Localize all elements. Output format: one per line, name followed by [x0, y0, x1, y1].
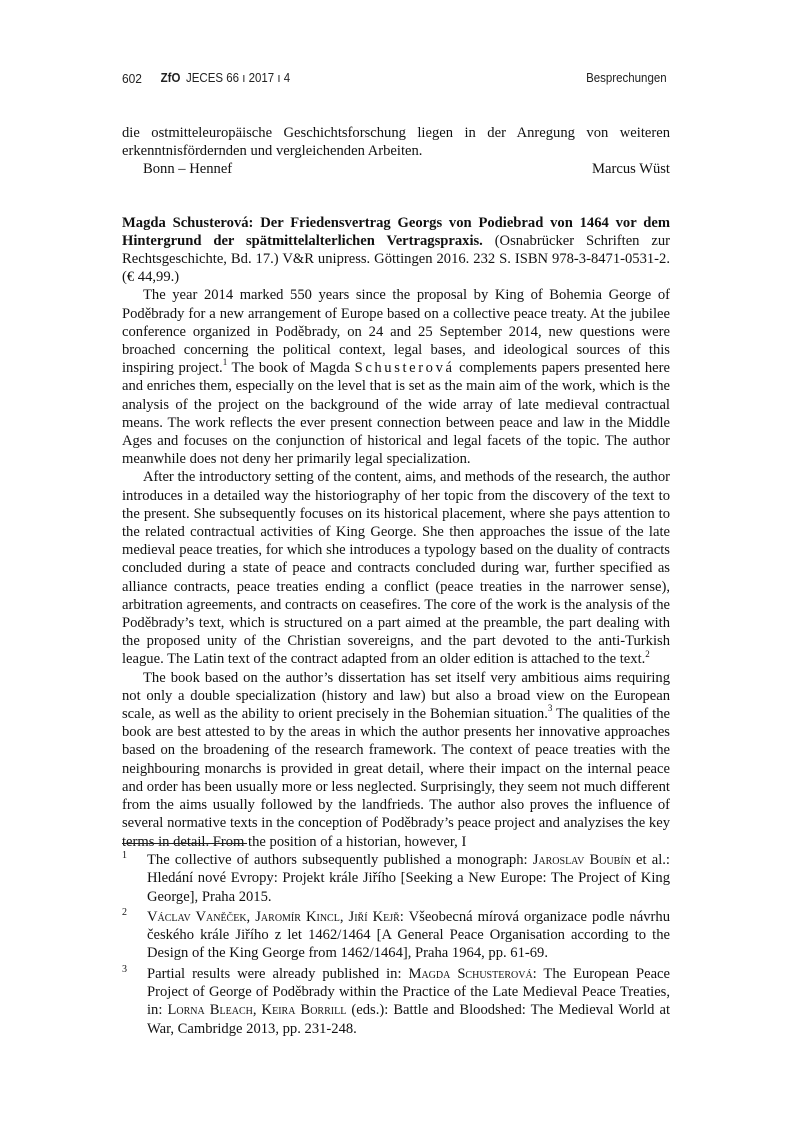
main-text [122, 124, 670, 851]
prev-review-closing: die ostmitteleuropäische Geschichtsforschung liegen in der Anregung von weiteren erkenntnisfördernden und vergleichenden Arbeiten. [122, 125, 670, 160]
footnote-3: 3 Partial results were already published in: Magda Schusterová: The European Peace Project of George of Poděbrady within the Practice of the Late Medieval Peace Treaties, in: Lorna Bleach, Keira Borrill (eds.): Battle and Bloodshed: The Medieval World at War, Cambridge 2013, pp. 231-248. [122, 965, 670, 1038]
signature-author: Marcus Wüst [592, 161, 670, 178]
review-bibliographic-details: (Osnabrücker Schriften zur Rechtsgeschichte, Bd. 17.) V&R unipress. Göttingen 2016. 232 S. ISBN 978-3-8471-0531-2. (€ 44,99.) [122, 232, 670, 286]
footnote-2: 2 Václav Vaněček, Jaromír Kincl, Jiří Kejř: Všeobecná mírová organizace podle návrhu českého krále Jiřího z let 1462/1464 [A General Peace Organisation according to the Design of the King George from 1462/1464], Praha 1964, pp. 61-69. [122, 908, 670, 963]
footnote-ref-1: 1 [222, 357, 228, 368]
signature-place: Bonn – Hennef [143, 161, 233, 178]
footnote-ref-3: 3 [547, 703, 553, 714]
review-paragraph-1: The year 2014 marked 550 years since the proposal by King of Bohemia George of Poděbrady for a new arrangement of Europe based on a collective peace treaty. At the jubilee conference organized in Poděbrady, on 24 and 25 September 2014, new questions were broached concerning the political context, legal bases, and ideological sources of this inspiring project.$^1$ The book of Magda Schusterová complements papers presented here and enriches them, especially on the level that is set as the main aim of the work, which is the analysis of the project on the background of the wide array of late medieval contractual means. The work reflects the ever present connection between peace and law in the Middle Ages and focuses on the conjunction of historical and legal facets of the topic. The author meanwhile does not deny her primarily legal specialization. [122, 287, 670, 468]
review-paragraph-2: After the introductory setting of the content, aims, and methods of the research, the author introduces in a detailed way the historiography of her topic from the discovery of the text to the present. She subsequently focuses on its historical placement, where she pays attention to the related contractual activities of King George. She then approaches the issue of the late medieval peace treaties, for which she introduces a typology based on the duality of contracts concluded during a state of peace and contracts concluded during war, further specified as alliance contracts, peace treaties ending a conflict (peace treaties in the narrower sense), arbitration agreements, and contracts on ceasefires. The core of the work is the analysis of the Poděbrady’s text, which is structured on a part aimed at the preamble, the part dealing with the proposed unity of the Christian sovereigns, and the part devoted to the anti-Turkish league. The Latin text of the contract adapted from an older edition is attached to the text.$^2$ [122, 469, 670, 668]
journal-abbrev: ZfO [160, 71, 181, 85]
footnote-ref-2: 2 [645, 648, 650, 659]
footnote-number: 3 [122, 963, 127, 975]
footnote-1: 1 The collective of authors subsequently published a monograph: Jaroslav Boubín et al.: Hledání nové Evropy: Projekt krále Jiřího [Seeking a New Europe: The Project of King George], Praha 2015. [122, 851, 670, 906]
prev-review-signature [122, 160, 670, 178]
review-paragraph-3: The book based on the author’s dissertation has set itself very ambitious aims requiring not only a double specialization (history and law) but also a broad view on the European scale, as well as the ability to orient precisely in the Bohemian situation.$^3$ The qualities of the book are best attested to by the areas in which the author presents her innovative approaches based on the broadening of the research framework. The context of peace treaties with the neighbouring monarchs is provided in great detail, where their impact on the internal peace and order has been usually more or less neglected. Surprisingly, they seem not much different from the aims usually followed by the landfrieds. The author also proves the influence of several normative texts in the conception of Poděbrady’s peace project and analyzises the key terms in detail. From the position of a historian, however, I [122, 669, 670, 850]
page-number: 602 [122, 71, 142, 86]
footnote-number: 1 [122, 850, 127, 861]
footnote-separator [122, 843, 247, 844]
journal-issue: JECES 66 ı 2017 ı 4 [185, 71, 291, 85]
section-title: Besprechungen [586, 71, 667, 85]
running-header [122, 71, 667, 89]
review-heading [122, 214, 670, 287]
footnote-number: 2 [122, 906, 127, 918]
review-title: Magda Schusterová: Der Friedensvertrag Georgs von Podiebrad von 1464 vor dem Hintergrund der spätmittelalterlichen Vertragspraxis. [122, 214, 670, 249]
footnotes [122, 851, 670, 1040]
spaced-author-name: Schusterová [354, 360, 455, 377]
journal-info [161, 71, 291, 85]
